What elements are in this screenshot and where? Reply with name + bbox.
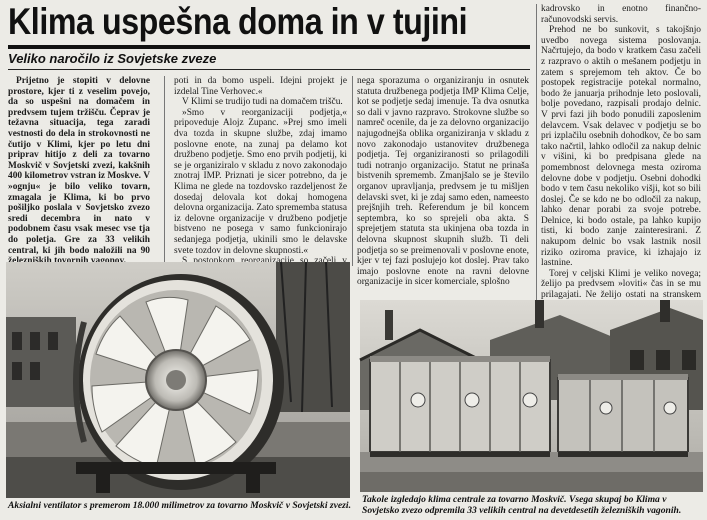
paragraph: Torej v celjski Klimi je veliko novega; želijo pa predvsem »loviti« čas in se mu prilagajati. Ne želijo ostati na stranskem — [541, 268, 701, 301]
paragraph: kadrovsko in enotno finančno-računovodski servis. — [541, 4, 701, 25]
article-column-1 — [8, 76, 150, 262]
paragraph: nega sporazuma o organiziranju in osnutek statuta družbenega podjetja IMP Klima Celje, kot se podjetje sedaj imenuje. Ta dva osnutka so dali v javno razpravo. Strokovne službe so namreč ocenile, da je za delovno organizacijo najugodnejša oblika organiziranja v skladu z novo zakonodajo ustanovitev družbenega podjetja. Tej organiziranosti so prilagodili tudi notranjo organizacijo. Statut ne prinaša bistvenih sprememb. Zmanjšalo se je število organov upravljanja, predvsem je tu mišljen delavski svet, ki je zdaj samo eden, nameesto prejšnjih treh. Referendum je bil koncem septembra, ko so sprejeli oba akta. S sprejetjem statuta sta ukinjena oba tozda in delovna skupnost skupnih služb. Ti deli podjetja so se preimenovali v poslovne enote, kjer v tej fazi poslujejo kot doslej. Prav tako imajo poslovne enote na ravni delovne organizacije in sicer komerciale, splošno — [357, 76, 529, 288]
subheadline-rule — [8, 69, 530, 70]
climate-units-photo — [360, 300, 703, 492]
headline-rule — [8, 45, 530, 49]
article-column-4 — [541, 4, 701, 299]
column-divider — [164, 76, 165, 262]
article-column-2 — [174, 76, 347, 266]
ventilator-photo-image — [6, 262, 350, 498]
photo-caption-climate-units: Takole izgledajo klima centrale za tovarno Moskvič. Vsega skupaj bo Klima v Sovjetsko zvezo odpremila 33 velikih central na devetdesetih železniških vagonih. — [362, 494, 682, 516]
climate-units-photo-image — [360, 300, 703, 492]
lead-paragraph: Prijetno je stopiti v delovne prostore, kjer ti z veselim povejo, da so uspešni na domačem in predvsem tujem tržišču. Čeprav je težavna situacija, tega zaradi vestnosti do dela in strokovnosti ne čutijo v Klimi, kjer po letu dni priprav hitijo z deli za tovarno Moskvič v Sovjetski zvezi, kakšnih 400 kilometrov vstran iz Moskve. V »ognju« je bilo veliko tovarn, zmagala je Klima, ki bo prvo pošiljko poslala v Sovjetsko zvezo sredi decembra in nato v podobnem času vsak mesec vse tja do poletja. Gre za 33 velikih central, ki jih bodo naložili na 90 — [8, 76, 150, 256]
headline: Klima uspešna doma in v tujini — [8, 1, 468, 42]
ventilator-photo — [6, 262, 350, 498]
column-divider — [352, 76, 353, 266]
paragraph: Prehod ne bo sunkovit, s takojšnjo uvedbo novega sistema poslovanja. Načrtujejo, da bodo v kratkem času začeli z razpravo o aktih o mešanem podjetju in zatem s sprejemom teh aktov. Če bo postopek registracije potekal normalno, bodo že januarja prihodnje leto poslovali, bolje povedano, razpisali prodajo delnic. V prvi fazi jih bodo ponudili zaposlenim delavcem. Vsak delavec v podjetju se bo pri izplačilu osebnih dohodkov, če bo sam tako načrtil, lahko odločil za nakup delnic v višini, ki bo predpisana glede na pomembnost delovnega mesta oziroma delovne dobe v podjetju. Osebni dohodki bodo v tem času nekoliko višji, kot so bili doslej. Če se kdo ne bo odločil za nakup, lahko denar porabi za svoje potrebe. Delnice, ki bodo ostale, pa lahko kupijo tisti, ki bodo zanje zainteresirani. Z nakupom delnic bo vsak lastnik nosil riziko oziroma pravice, ki izhajajo iz lastnine. — [541, 25, 701, 269]
column-divider — [536, 4, 537, 300]
subheadline: Veliko naročilo iz Sovjetske zveze — [8, 51, 217, 66]
paragraph: »Smo v reorganizaciji podjetja,« pripoveduje Alojz Zupanc. »Prej smo imeli dva tozda in skupne službe, zdaj imamo poslovne enote, na zunaj pa delamo kot družbeno podjetje. Smo eno prvih podjetij, ki se je organiziralo v skladu z novo zakonodajo znotraj IMP. Priznati je sicer potrebno, da je Klima ne glede na tozdovsko razdeljenost že dosedaj delovala kot dokaj homogena delovna organizacija. Zato sprememba statusa iz delovne organizacije v družbeno podjetje bistveno ne posega v samo funkcionirajo sedanjega podjetja, ukinili smo le delavske svete tozdov in delovne skupnosti.« — [174, 107, 347, 256]
article-column-3 — [357, 76, 529, 288]
photo-caption-ventilator: Aksialni ventilator s premerom 18.000 milimetrov za tovarno Moskvič v Sovjetski zvezi. — [8, 500, 351, 511]
paragraph: poti in da bomo uspeli. Idejni projekt je izdelal Tine Verhovec.« — [174, 76, 347, 97]
paragraph: V Klimi se trudijo tudi na domačem trišču. — [182, 97, 343, 108]
